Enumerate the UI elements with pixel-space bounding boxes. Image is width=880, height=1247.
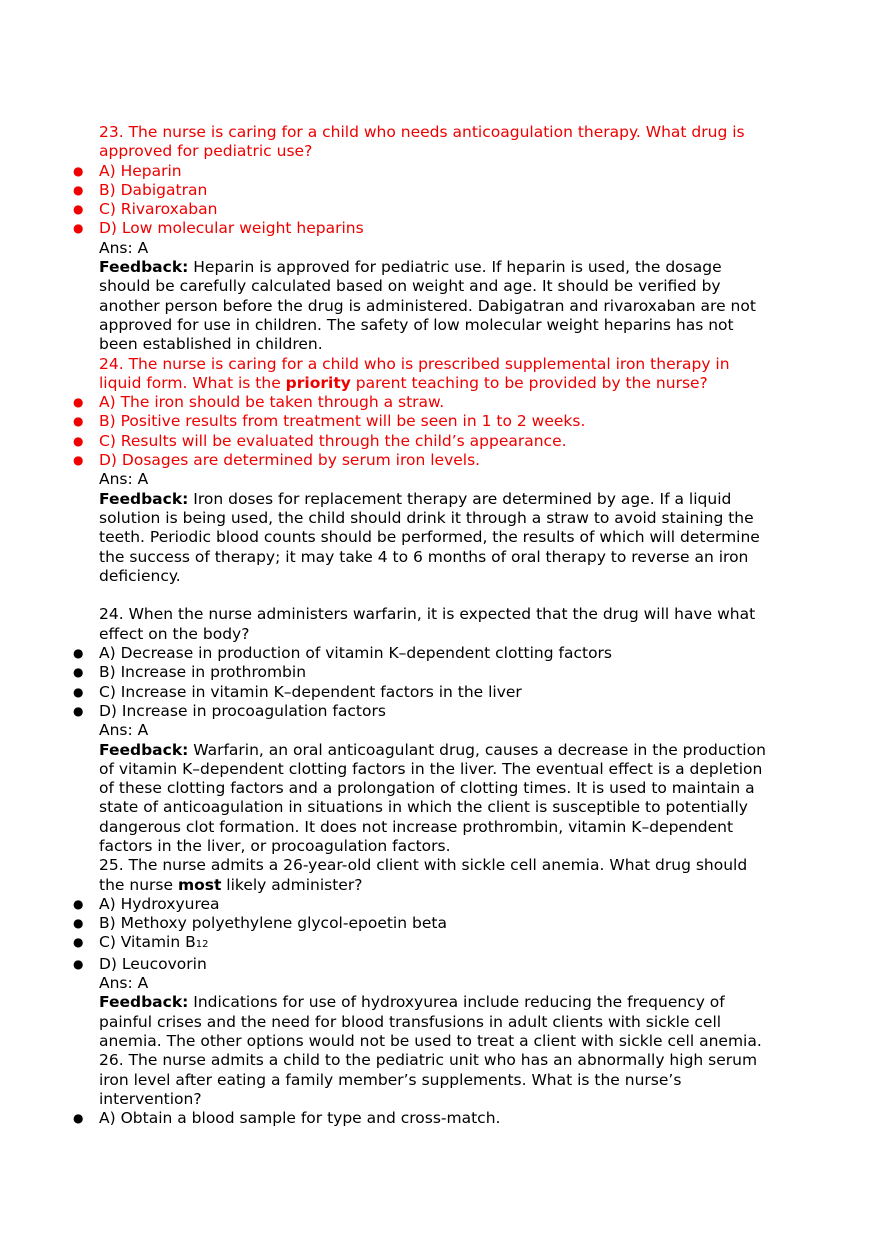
feedback-line: anemia. The other options would not be used to treat a client with sickle cell anemia. — [99, 1031, 762, 1050]
question-24-warfarin — [99, 605, 799, 856]
subscript: 12 — [195, 939, 209, 951]
answer-option: ● D) Low molecular weight heparins — [99, 219, 799, 238]
feedback-line: factors in the liver, or procoagulation factors. — [99, 836, 451, 855]
answer-option: ● A) Heparin — [99, 162, 799, 181]
feedback-label: Feedback: — [99, 258, 189, 277]
feedback-line: dangerous clot formation. It does not increase prothrombin, vitamin K–dependent — [99, 817, 734, 836]
feedback-line: been established in children. — [99, 335, 323, 354]
feedback-line: state of anticoagulation in situations in which the client is susceptible to potentially — [99, 798, 748, 817]
answer-option: ● B) Dabigatran — [99, 181, 799, 200]
answer-option: ● B) Methoxy polyethylene glycol-epoetin beta — [99, 914, 799, 933]
answer-option: ● B) Increase in prothrombin — [99, 663, 799, 682]
question-stem: 26. The nurse admits a child to the pediatric unit who has an abnormally high serum — [99, 1051, 758, 1070]
answer-option: ● D) Increase in procoagulation factors — [99, 702, 799, 721]
answer-key: Ans: A — [99, 721, 149, 740]
feedback-label: Feedback: — [99, 740, 189, 759]
question-stem: 24. The nurse is caring for a child who is prescribed supplemental iron therapy in — [99, 354, 730, 373]
feedback-line: painful crises and the need for blood transfusions in adult clients with sickle cell — [99, 1012, 722, 1031]
question-stem: iron level after eating a family member’s supplements. What is the nurse’s — [99, 1070, 682, 1089]
answer-key: Ans: A — [99, 470, 149, 489]
question-25 — [99, 856, 799, 1051]
answer-option: ● C) Rivaroxaban — [99, 200, 799, 219]
answer-option: ● A) Obtain a blood sample for type and cross-match. — [99, 1109, 799, 1128]
feedback-line: deficiency. — [99, 566, 181, 585]
answer-option: ● A) The iron should be taken through a straw. — [99, 393, 799, 412]
feedback-line: of vitamin K–dependent clotting factors in the liver. The eventual effect is a depletion — [99, 759, 763, 778]
feedback-label: Feedback: — [99, 993, 189, 1012]
answer-option: ● A) Decrease in production of vitamin K–dependent clotting factors — [99, 644, 799, 663]
feedback-line: should be carefully calculated based on weight and age. It should be verified by — [99, 277, 721, 296]
question-stem: 24. When the nurse administers warfarin, it is expected that the drug will have what — [99, 605, 756, 624]
question-stem: 25. The nurse admits a 26-year-old client with sickle cell anemia. What drug should — [99, 856, 748, 875]
answer-key: Ans: A — [99, 974, 149, 993]
answer-option: ● C) Vitamin B12 — [99, 933, 799, 954]
question-stem: approved for pediatric use? — [99, 142, 313, 161]
question-24-iron — [99, 355, 799, 587]
feedback-line: the success of therapy; it may take 4 to 6 months of oral therapy to reverse an iron — [99, 547, 749, 566]
question-stem: intervention? — [99, 1089, 202, 1108]
answer-option: ● A) Hydroxyurea — [99, 895, 799, 914]
feedback-line: Feedback: Indications for use of hydroxyurea include reducing the frequency of — [99, 993, 725, 1012]
question-stem: effect on the body? — [99, 624, 250, 643]
emphasis: priority — [285, 373, 351, 392]
answer-option: ● D) Dosages are determined by serum iron levels. — [99, 451, 799, 470]
feedback-line: approved for use in children. The safety of low molecular weight heparins has not — [99, 315, 734, 334]
document-body — [99, 123, 799, 1128]
feedback-line: Feedback: Heparin is approved for pediatric use. If heparin is used, the dosage — [99, 258, 722, 277]
blank-line — [99, 586, 799, 605]
feedback-line: teeth. Periodic blood counts should be performed, the results of which will determine — [99, 528, 760, 547]
question-stem: liquid form. What is the priority parent teaching to be provided by the nurse? — [99, 373, 708, 392]
question-23 — [99, 123, 799, 355]
feedback-line: another person before the drug is administered. Dabigatran and rivaroxaban are not — [99, 296, 756, 315]
answer-option: ● B) Positive results from treatment will be seen in 1 to 2 weeks. — [99, 412, 799, 431]
question-stem: the nurse most likely administer? — [99, 875, 363, 894]
feedback-line: Feedback: Iron doses for replacement therapy are determined by age. If a liquid — [99, 489, 732, 508]
question-26 — [99, 1051, 799, 1128]
emphasis: most — [177, 875, 222, 894]
feedback-label: Feedback: — [99, 489, 189, 508]
feedback-line: solution is being used, the child should drink it through a straw to avoid staining the — [99, 508, 754, 527]
answer-option: ● C) Increase in vitamin K–dependent factors in the liver — [99, 683, 799, 702]
feedback-line: of these clotting factors and a prolongation of clotting times. It is used to maintain a — [99, 779, 755, 798]
answer-option: ● D) Leucovorin — [99, 955, 799, 974]
question-stem: 23. The nurse is caring for a child who needs anticoagulation therapy. What drug is — [99, 123, 745, 141]
answer-key: Ans: A — [99, 238, 149, 257]
answer-option: ● C) Results will be evaluated through the child’s appearance. — [99, 432, 799, 451]
feedback-line: Feedback: Warfarin, an oral anticoagulant drug, causes a decrease in the production — [99, 740, 766, 759]
